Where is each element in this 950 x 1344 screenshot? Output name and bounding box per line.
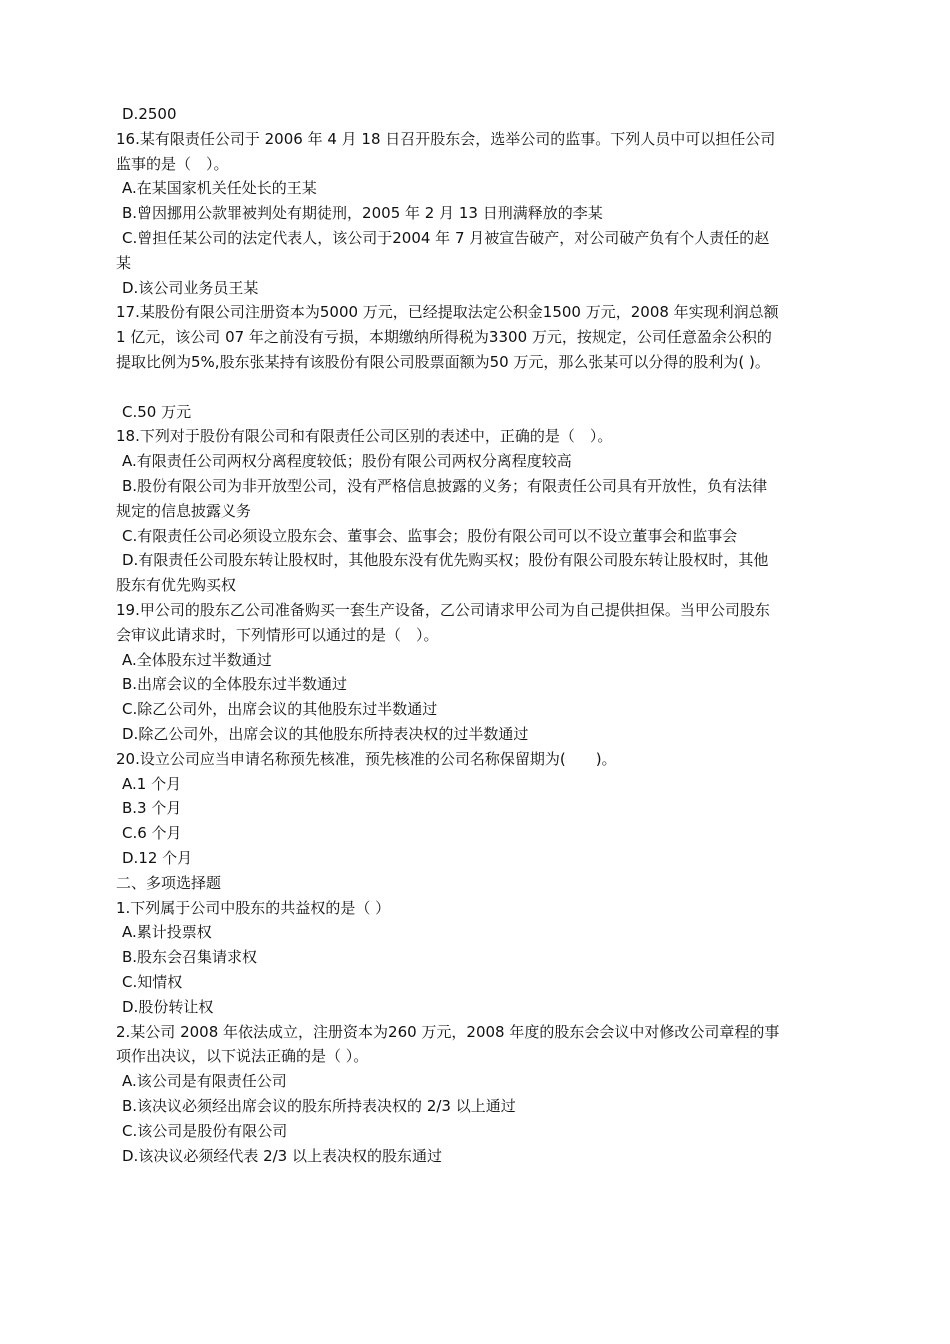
text-line: A.全体股东过半数通过	[122, 650, 272, 669]
text-line: 股东有优先购买权	[116, 576, 237, 595]
text-line: C.有限责任公司必须设立股东会、董事会、监事会；股份有限公司可以不设立董事会和监事会	[122, 526, 738, 545]
text-line: C.除乙公司外，出席会议的其他股东过半数通过	[122, 700, 438, 719]
text-line: D.股份转让权	[122, 997, 214, 1016]
text-line: A.有限责任公司两权分离程度较低；股份有限公司两权分离程度较高	[122, 452, 572, 471]
text-line: 18.下列对于股份有限公司和有限责任公司区别的表述中，正确的是（ ）。	[116, 427, 613, 446]
text-line: 16.某有限责任公司于 2006 年 4 月 18 日召开股东会，选举公司的监事。下列人员中可以担任公司	[116, 129, 776, 148]
text-line: 2.某公司 2008 年依法成立，注册资本为260 万元，2008 年度的股东会会议中对修改公司章程的事	[116, 1022, 780, 1041]
text-line: 1.下列属于公司中股东的共益权的是（ ）	[116, 898, 391, 917]
text-line: B.3 个月	[122, 799, 182, 818]
text-line: B.该决议必须经出席会议的股东所持表决权的 2/3 以上通过	[122, 1097, 516, 1115]
text-line: 1 亿元，该公司 07 年之前没有亏损，本期缴纳所得税为3300 万元，按规定，公司任意盈余公积的	[116, 328, 772, 347]
text-line: 提取比例为5%,股东张某持有该股份有限公司股票面额为50 万元，那么张某可以分得的股利为( )。	[116, 353, 770, 371]
text-line: A.该公司是有限责任公司	[122, 1072, 287, 1091]
text-line: B.曾因挪用公款罪被判处有期徒刑，2005 年 2 月 13 日刑满释放的李某	[122, 204, 603, 223]
text-line: 17.某股份有限公司注册资本为5000 万元，已经提取法定公积金1500 万元，2008 年实现利润总额	[116, 303, 779, 322]
text-line: A.1 个月	[122, 774, 182, 793]
text-line: C.50 万元	[122, 402, 192, 421]
text-line: 监事的是（ ）。	[116, 154, 229, 173]
text-line: 会审议此请求时，下列情形可以通过的是（ ）。	[116, 625, 439, 644]
text-line: C.知情权	[122, 973, 183, 991]
text-line: B.股东会召集请求权	[122, 948, 258, 967]
text-line: 规定的信息披露义务	[116, 501, 252, 520]
text-line: D.2500	[122, 105, 177, 123]
text-line: A.在某国家机关任处长的王某	[122, 179, 317, 198]
text-line: D.该决议必须经代表 2/3 以上表决权的股东通过	[122, 1146, 442, 1165]
text-line: 20.设立公司应当申请名称预先核准，预先核准的公司名称保留期为( )。	[116, 749, 617, 768]
text-line: 某	[116, 253, 132, 272]
text-line: C.6 个月	[122, 824, 182, 843]
text-line: D.有限责任公司股东转让股权时，其他股东没有优先购买权；股份有限公司股东转让股权时，其他	[122, 551, 769, 570]
text-line: D.12 个月	[122, 849, 193, 867]
text-line: D.该公司业务员王某	[122, 278, 259, 297]
text-line: 二、多项选择题	[116, 873, 222, 892]
text-line: C.该公司是股份有限公司	[122, 1121, 288, 1140]
text-line: A.累计投票权	[122, 923, 212, 942]
text-line: C.曾担任某公司的法定代表人，该公司于2004 年 7 月被宣告破产，对公司破产负有个人责任的赵	[122, 229, 770, 247]
text-line: 项作出决议，以下说法正确的是（ ）。	[116, 1047, 369, 1066]
text-line: B.出席会议的全体股东过半数通过	[122, 675, 348, 694]
text-line	[116, 375, 846, 399]
text-line: B.股份有限公司为非开放型公司，没有严格信息披露的义务；有限责任公司具有开放性，负有法律	[122, 477, 768, 495]
text-line: 19.甲公司的股东乙公司准备购买一套生产设备，乙公司请求甲公司为自己提供担保。当甲公司股东	[116, 601, 770, 619]
text-line: D.除乙公司外，出席会议的其他股东所持表决权的过半数通过	[122, 725, 529, 743]
